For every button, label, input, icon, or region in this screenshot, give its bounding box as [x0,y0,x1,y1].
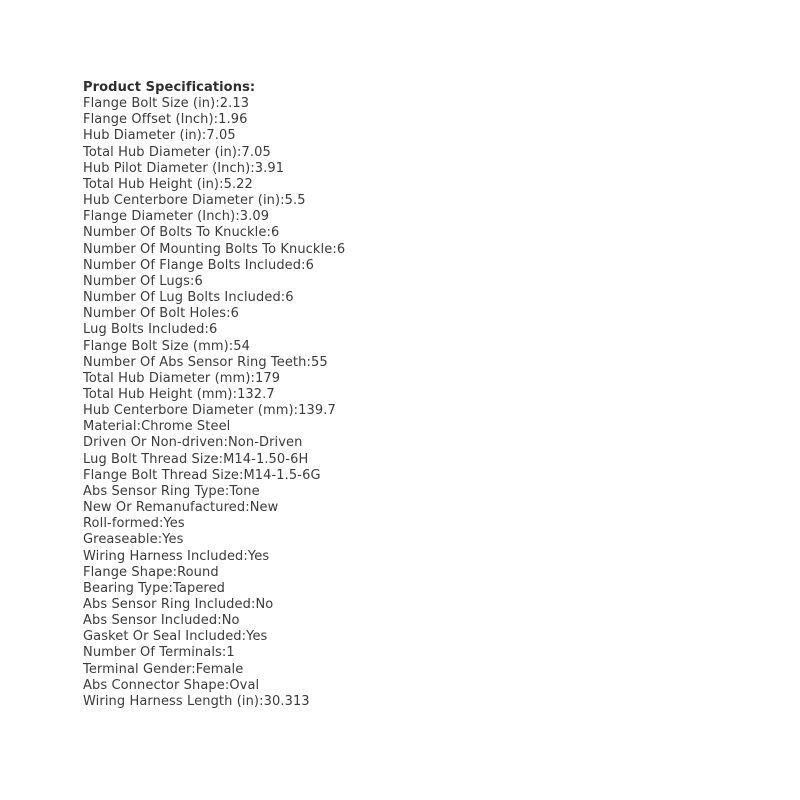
spec-value: 6 [336,241,346,257]
spec-label: Total Hub Diameter (mm) [83,370,251,386]
spec-value: M14-1.50-6H [223,451,309,467]
spec-label: Number Of Lug Bolts Included [83,290,281,306]
spec-title: Product Specifications: [83,80,256,95]
spec-label: Total Hub Height (in) [83,176,220,192]
spec-label: Wiring Harness Length (in) [83,693,260,709]
spec-separator: : [235,209,240,225]
spec-separator: : [189,273,195,289]
spec-row [83,209,723,225]
spec-row [83,403,723,419]
spec-value: New [249,500,279,516]
spec-row [83,96,723,112]
spec-row [83,597,723,613]
spec-row [83,516,723,532]
spec-row [83,500,723,516]
spec-row [83,306,723,322]
spec-row [83,662,723,678]
spec-label: Flange Bolt Thread Size [83,467,239,483]
spec-value: 6 [230,306,239,322]
spec-separator: : [293,403,299,419]
spec-separator: : [251,597,256,612]
spec-row [83,549,723,565]
spec-row [83,128,723,144]
spec-label: Total Hub Height (mm) [83,386,233,402]
spec-row [83,161,723,177]
spec-separator: : [232,386,238,402]
spec-label: Bearing Type [83,580,169,596]
spec-label: Number Of Flange Bolts Included [83,257,302,273]
spec-value: 132.7 [237,386,275,402]
spec-row [83,258,723,274]
spec-value: 2.13 [219,96,250,112]
spec-value: 5.5 [284,193,306,209]
spec-row [83,371,723,387]
spec-separator: : [259,693,264,709]
spec-value: Tapered [173,580,226,596]
spec-separator: : [218,451,224,467]
spec-value: Tone [229,483,260,499]
spec-row [83,629,723,645]
spec-label: Greaseable [83,532,158,548]
spec-label: Flange Bolt Size (in) [83,96,216,112]
spec-value: Yes [162,532,184,548]
spec-separator: : [213,112,219,128]
spec-value: Non-Driven [227,435,303,451]
spec-label: Hub Centerbore Diameter (mm) [83,403,294,419]
spec-separator: : [168,580,174,596]
spec-label: Number Of Bolts To Knuckle [83,225,267,241]
spec-label: Terminal Gender [83,661,192,677]
spec-value: 6 [270,225,280,241]
spec-row [83,613,723,629]
spec-row [83,339,723,355]
spec-label: Driven Or Non-driven [83,435,224,451]
spec-label: Roll-formed [83,516,159,532]
spec-value: 55 [310,354,328,370]
spec-value: Round [177,564,219,580]
spec-label: Hub Pilot Diameter (Inch) [83,160,251,176]
spec-separator: : [228,338,234,354]
spec-separator: : [217,613,222,629]
spec-separator: : [215,96,220,112]
spec-separator: : [250,370,255,386]
spec-row [83,177,723,193]
spec-separator: : [204,322,209,338]
spec-value: Oval [229,677,260,693]
spec-row [83,322,723,338]
product-specifications [83,80,723,710]
spec-row [83,419,723,435]
spec-value: 6 [285,290,294,306]
spec-separator: : [250,160,255,176]
spec-label: New Or Remanufactured [83,500,246,516]
spec-value: 7.05 [241,144,271,160]
spec-separator: : [238,467,244,483]
spec-row [83,532,723,548]
spec-separator: : [223,435,228,451]
spec-separator: : [301,257,306,273]
spec-separator: : [219,176,224,192]
spec-value: 6 [194,273,203,289]
spec-row [83,193,723,209]
spec-separator: : [245,500,250,516]
spec-separator: : [332,241,337,257]
spec-label: Flange Shape [83,564,173,580]
spec-row [83,694,723,710]
spec-separator: : [157,532,163,548]
spec-label: Lug Bolts Included [83,322,205,338]
spec-value: 30.313 [263,693,310,709]
spec-label: Material [83,419,137,435]
spec-value: 1.96 [218,112,248,128]
spec-value: 7.05 [206,128,236,144]
spec-label: Number Of Terminals [83,645,222,661]
spec-separator: : [241,629,247,645]
spec-label: Hub Centerbore Diameter (in) [83,193,281,209]
spec-value: 54 [233,338,251,354]
spec-label: Abs Connector Shape [83,677,225,693]
spec-separator: : [306,354,311,370]
spec-label: Lug Bolt Thread Size [83,451,219,467]
spec-separator: : [172,564,178,580]
spec-value: Female [195,661,244,677]
spec-value: 3.09 [239,209,270,225]
spec-value: 5.22 [223,176,253,192]
spec-separator: : [136,419,142,435]
spec-row [83,242,723,258]
spec-separator: : [221,645,227,661]
spec-label: Number Of Lugs [83,273,190,289]
spec-separator: : [226,306,231,322]
spec-label: Abs Sensor Ring Included [83,597,251,612]
spec-label: Flange Bolt Size (mm) [83,338,229,354]
spec-row [83,645,723,661]
spec-row [83,112,723,128]
spec-value: Chrome Steel [141,419,231,435]
spec-value: 139.7 [298,403,336,419]
spec-label: Flange Diameter (Inch) [83,209,236,225]
spec-value: 6 [208,322,218,338]
spec-row [83,435,723,451]
spec-label: Total Hub Diameter (in) [83,144,238,160]
spec-separator: : [224,677,230,693]
spec-value: 6 [305,257,314,273]
spec-value: Yes [247,548,270,564]
spec-list [83,96,723,710]
spec-label: Gasket Or Seal Included [83,629,242,645]
spec-value: 3.91 [254,160,285,176]
spec-row [83,468,723,484]
spec-label: Number Of Bolt Holes [83,306,227,322]
spec-row [83,290,723,306]
spec-row [83,145,723,161]
spec-value: 179 [254,370,281,386]
spec-separator: : [201,128,207,144]
spec-value: No [255,597,274,612]
spec-row [83,452,723,468]
spec-row [83,225,723,241]
spec-row [83,678,723,694]
spec-separator: : [191,661,196,677]
spec-label: Number Of Abs Sensor Ring Teeth [83,354,307,370]
spec-value: 1 [226,645,235,661]
spec-row [83,565,723,581]
spec-separator: : [266,225,271,241]
spec-label: Wiring Harness Included [83,548,244,564]
spec-separator: : [280,290,286,306]
spec-label: Hub Diameter (in) [83,128,202,144]
spec-row [83,387,723,403]
spec-value: Yes [246,629,268,645]
spec-row [83,581,723,597]
spec-label: Abs Sensor Included [83,613,218,629]
spec-value: No [221,613,240,629]
spec-separator: : [237,144,242,160]
spec-row [83,274,723,290]
spec-label: Number Of Mounting Bolts To Knuckle [83,241,333,257]
spec-value: M14-1.5-6G [243,467,321,483]
spec-label: Abs Sensor Ring Type [83,483,225,499]
spec-label: Flange Offset (Inch) [83,112,214,128]
spec-separator: : [224,483,230,499]
spec-value: Yes [163,516,185,532]
spec-row [83,484,723,500]
spec-separator: : [280,193,285,209]
spec-separator: : [243,548,248,564]
spec-separator: : [158,516,164,532]
spec-row [83,355,723,371]
